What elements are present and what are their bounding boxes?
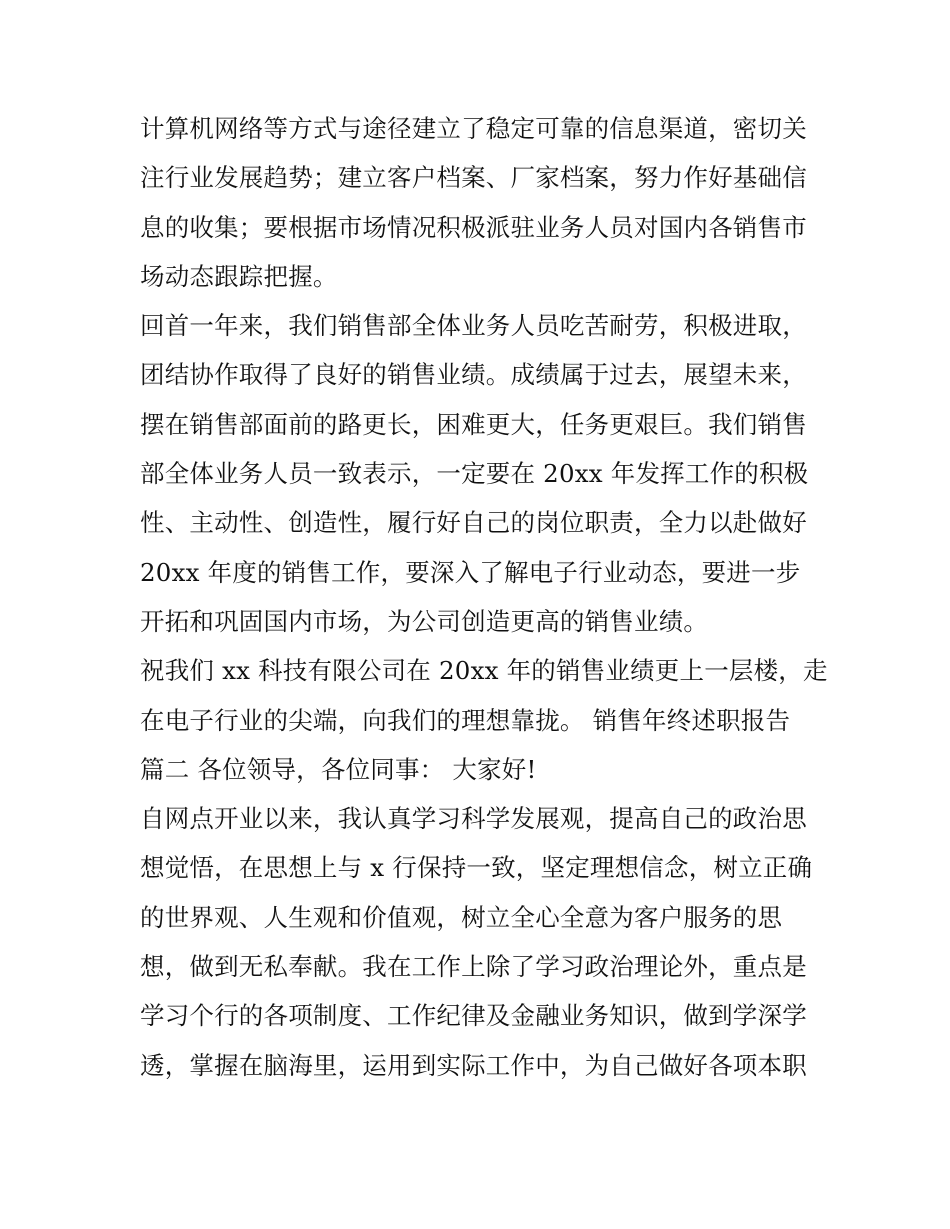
text-line-9: 性、主动性、创造性，履行好自己的岗位职责，全力以赴做好: [140, 508, 807, 538]
text-line-1: 计算机网络等方式与途径建立了稳定可靠的信息渠道，密切关: [140, 114, 807, 143]
text-line-3: 息的收集；要根据市场情况积极派驻业务人员对国内各销售市: [140, 212, 807, 242]
text-line-4: 场动态跟踪把握。: [140, 261, 338, 291]
text-line-14: 篇二 各位领导，各位同事： 大家好!: [140, 754, 537, 784]
text-line-15: 自网点开业以来，我认真学习科学发展观，提高自己的政治思: [140, 804, 807, 834]
text-line-16: 想觉悟，在思想上与 x 行保持一致，坚定理想信念，树立正确: [140, 853, 813, 883]
text-line-2: 注行业发展趋势；建立客户档案、厂家档案，努力作好基础信: [140, 163, 807, 193]
text-line-19: 学习个行的各项制度、工作纪律及金融业务知识，做到学深学: [140, 1001, 807, 1031]
text-line-18: 想，做到无私奉献。我在工作上除了学习政治理论外，重点是: [140, 952, 807, 982]
text-line-20: 透，掌握在脑海里，运用到实际工作中，为自己做好各项本职: [140, 1050, 807, 1080]
text-line-6: 团结协作取得了良好的销售业绩。成绩属于过去，展望未来，: [140, 360, 807, 390]
text-line-8: 部全体业务人员一致表示，一定要在 20xx 年发挥工作的积极: [140, 459, 809, 489]
text-line-17: 的世界观、人生观和价值观，树立全心全意为客户服务的思: [140, 902, 783, 932]
text-line-13: 在电子行业的尖端，向我们的理想靠拢。 销售年终述职报告: [140, 705, 791, 735]
text-line-5: 回首一年来，我们销售部全体业务人员吃苦耐劳，积极进取，: [140, 311, 807, 341]
text-line-11: 开拓和巩固国内市场，为公司创造更高的销售业绩。: [140, 606, 709, 636]
text-line-7: 摆在销售部面前的路更长，困难更大，任务更艰巨。我们销售: [140, 409, 807, 439]
text-line-10: 20xx 年度的销售工作，要深入了解电子行业动态，要进一步: [140, 557, 801, 587]
text-line-12: 祝我们 xx 科技有限公司在 20xx 年的销售业绩更上一层楼，走: [140, 656, 828, 686]
document-body: [140, 104, 828, 1090]
